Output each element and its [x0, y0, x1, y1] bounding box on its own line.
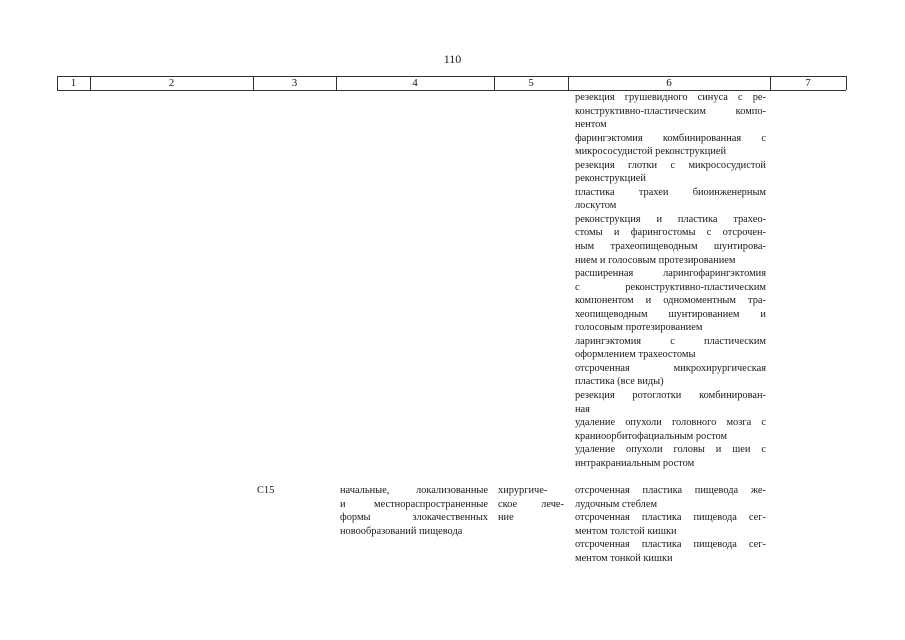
column-divider — [846, 76, 847, 90]
treatment-type-line: ние — [498, 512, 514, 524]
method-line: интракраниальным ростом — [575, 457, 695, 469]
method-line: отсроченная пластика пищевода же- — [575, 485, 766, 496]
method-line: нием и голосовым протезированием — [575, 254, 736, 266]
method-line: компонентом и одномоментным тра- — [575, 295, 766, 307]
method-line: пластика (все виды) — [575, 376, 664, 388]
method-line: ларингэктомия с пластическим — [575, 335, 766, 347]
method-line: удаление опухоли головного мозга с — [575, 417, 766, 429]
diagnosis-line: и местнораспространенные — [340, 498, 488, 510]
method-line: реконструкция и пластика трахео- — [575, 213, 766, 225]
method-line: пластика трахеи биоинженерным — [575, 186, 766, 198]
method-line: микрососудистой реконструкцией — [575, 146, 727, 158]
method-line: резекция глотки с микрососудистой — [575, 159, 766, 171]
column-header-3: 3 — [291, 77, 298, 89]
method-line: конструктивно-пластическим компо- — [575, 105, 766, 117]
method-line: лоскутом — [575, 200, 617, 212]
column-header-5: 5 — [528, 77, 534, 89]
method-line: отсроченная микрохирургическая — [575, 362, 766, 374]
diagnosis-line: начальные, локализованные — [340, 485, 488, 496]
treatment-type-line: ское лече- — [498, 498, 564, 510]
method-line: резекция ротоглотки комбинирован- — [575, 390, 766, 402]
method-line: нентом — [575, 119, 607, 131]
method-line: с реконструктивно-пластическим — [575, 281, 766, 293]
treatment-type-line: хирургиче- — [498, 485, 548, 496]
method-line: стомы и фарингостомы с отсрочен- — [575, 227, 766, 239]
method-line: отсроченная пластика пищевода сег- — [575, 512, 766, 524]
column-header-2: 2 — [168, 77, 175, 89]
method-line: оформлением трахеостомы — [575, 349, 696, 361]
method-line: реконструкцией — [575, 173, 646, 185]
icd-code: C15 — [257, 485, 275, 496]
method-line: отсроченная пластика пищевода сег- — [575, 539, 766, 551]
method-line: ная — [575, 403, 590, 415]
method-line: голосовым протезированием — [575, 322, 703, 334]
method-line: краниоорбитофациальным ростом — [575, 430, 728, 442]
column-header-1: 1 — [70, 77, 77, 89]
method-line: резекция грушевидного синуса с ре- — [575, 92, 766, 103]
column-header-6: 6 — [666, 77, 672, 89]
icd-code-cell — [257, 484, 317, 498]
methods-continued-cell — [575, 91, 766, 470]
method-line: удаление опухоли головы и шеи с — [575, 444, 766, 456]
method-line: ментом тонкой кишки — [575, 552, 673, 564]
diagnosis-cell — [340, 484, 488, 538]
page-number: 110 — [443, 52, 462, 66]
method-line: ментом толстой кишки — [575, 525, 677, 537]
methods-c15-cell — [575, 484, 766, 565]
diagnosis-line: новообразований пищевода — [340, 525, 463, 537]
method-line: лудочным стеблем — [575, 498, 658, 510]
method-line: ным трахеопищеводным шунтирова- — [575, 241, 766, 253]
diagnosis-line: формы злокачественных — [340, 512, 488, 524]
treatment-type-cell — [498, 484, 564, 525]
method-line: хеопищеводным шунтированием и — [575, 308, 766, 320]
column-header-7: 7 — [805, 77, 811, 89]
method-line: фарингэктомия комбинированная с — [575, 132, 766, 144]
method-line: расширенная ларингофарингэктомия — [575, 268, 766, 280]
column-header-4: 4 — [412, 77, 418, 89]
